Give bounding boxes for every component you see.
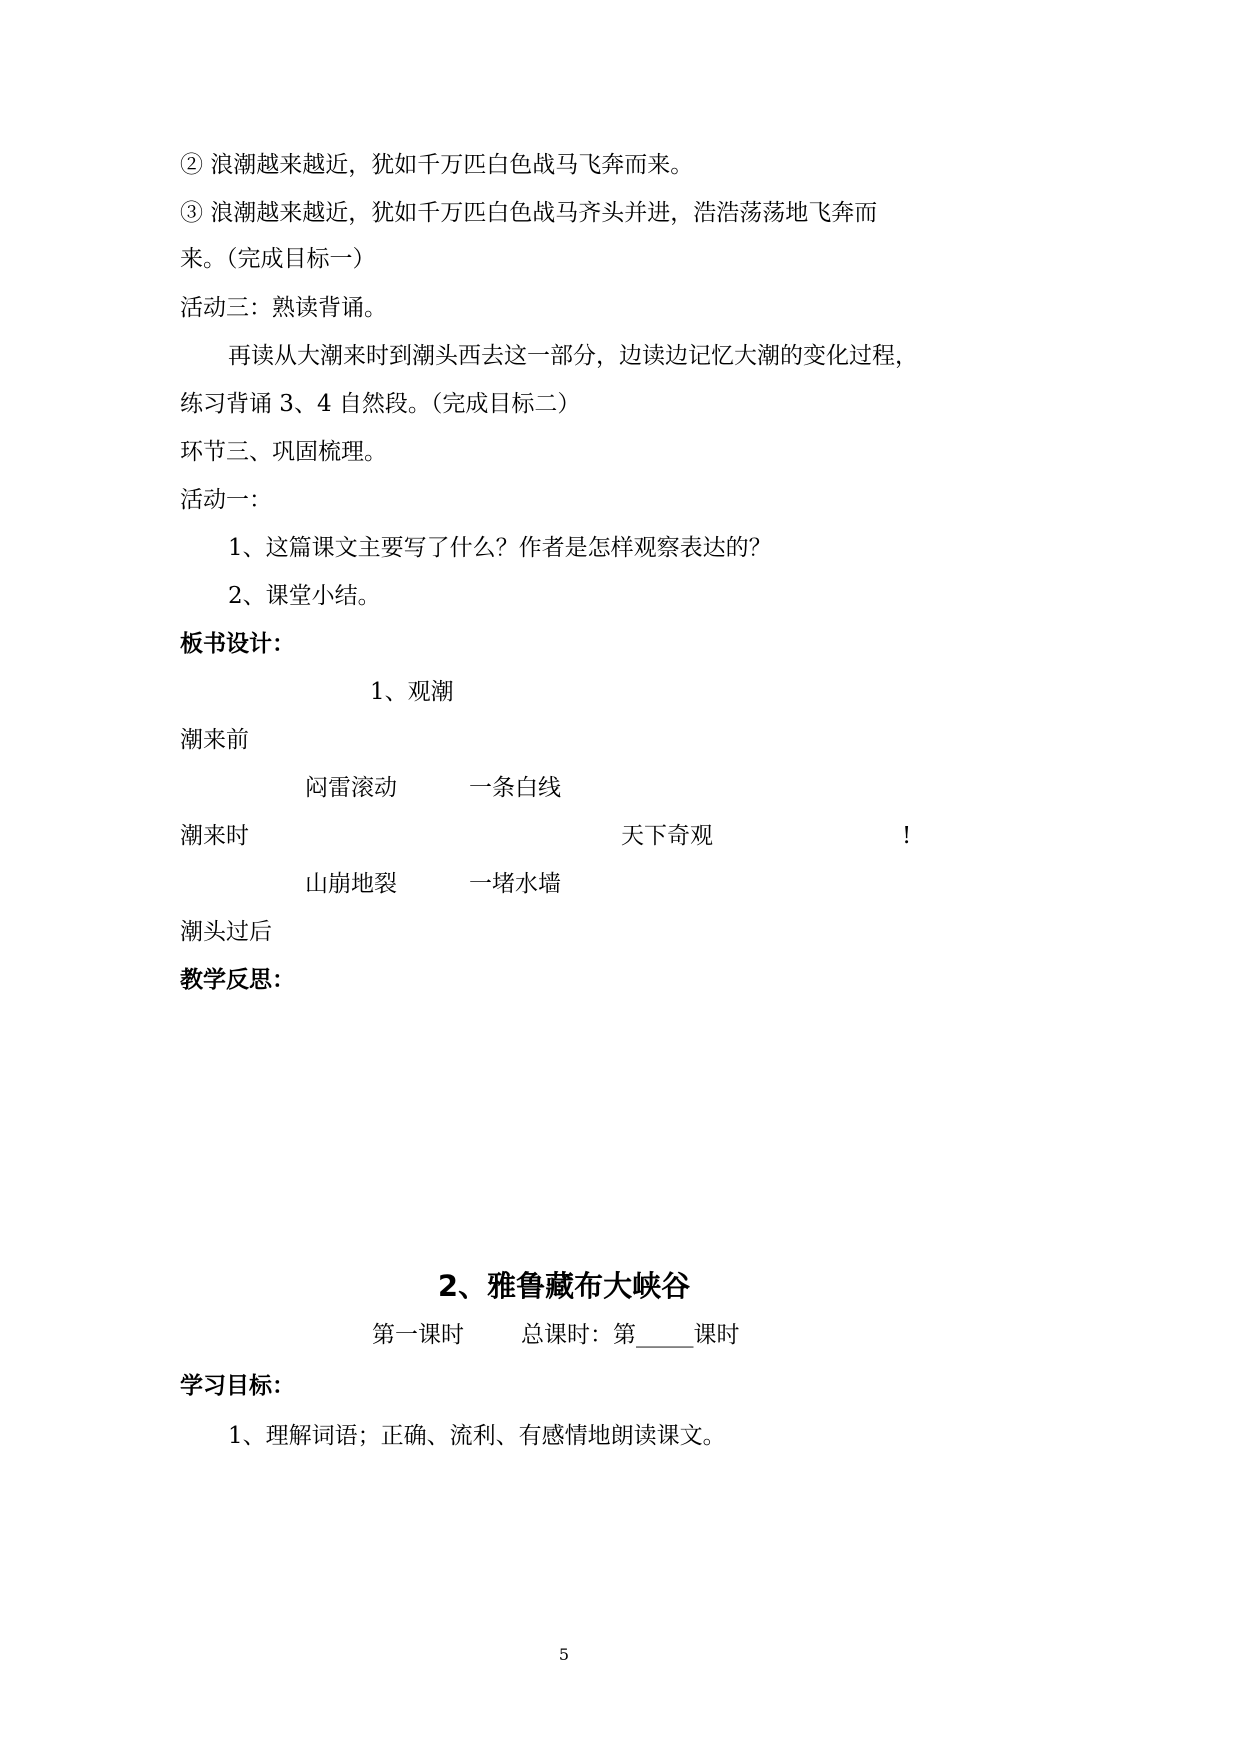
board-after: 潮头过后	[180, 919, 272, 945]
board-rumble: 闷雷滚动	[305, 775, 397, 801]
question-2: 2、课堂小结。	[228, 583, 381, 609]
page-number: 5	[558, 1645, 570, 1664]
text-line-1: ② 浪潮越来越近，犹如千万匹白色战马飞奔而来。	[180, 152, 694, 178]
activity-three-heading: 活动三：熟读背诵。	[180, 295, 387, 321]
board-wonder: 天下奇观	[621, 823, 713, 849]
text-line-2: ③ 浪潮越来越近，犹如千万匹白色战马齐头并进，浩浩荡荡地飞奔而	[180, 200, 878, 226]
board-whiteline: 一条白线	[469, 775, 561, 801]
goals-heading: 学习目标：	[180, 1373, 295, 1399]
board-during: 潮来时	[180, 823, 249, 849]
question-1: 1、这篇课文主要写了什么？作者是怎样观察表达的？	[228, 535, 772, 561]
text-line-5: 再读从大潮来时到潮头西去这一部分，边读边记忆大潮的变化过程，	[228, 343, 918, 369]
board-title: 1、观潮	[370, 679, 454, 705]
board-exclaim: !	[902, 823, 912, 849]
lesson-period: 第一课时	[372, 1322, 464, 1348]
board-design-heading: 板书设计：	[180, 631, 295, 657]
board-shake: 山崩地裂	[305, 871, 397, 897]
reflection-heading: 教学反思：	[180, 967, 295, 993]
board-before: 潮来前	[180, 727, 249, 753]
text-line-3: 来。（完成目标一）	[180, 246, 376, 272]
board-wall: 一堵水墙	[469, 871, 561, 897]
activity-one-heading: 活动一：	[180, 487, 272, 513]
lesson-title: 2、雅鲁藏布大峡谷	[437, 1269, 691, 1303]
lesson-total: 总课时：第_____课时	[521, 1322, 740, 1348]
text-line-6: 练习背诵 3、4 自然段。（完成目标二）	[180, 391, 581, 417]
section-three-heading: 环节三、巩固梳理。	[180, 439, 387, 465]
goal-1: 1、理解词语；正确、流利、有感情地朗读课文。	[228, 1423, 726, 1449]
